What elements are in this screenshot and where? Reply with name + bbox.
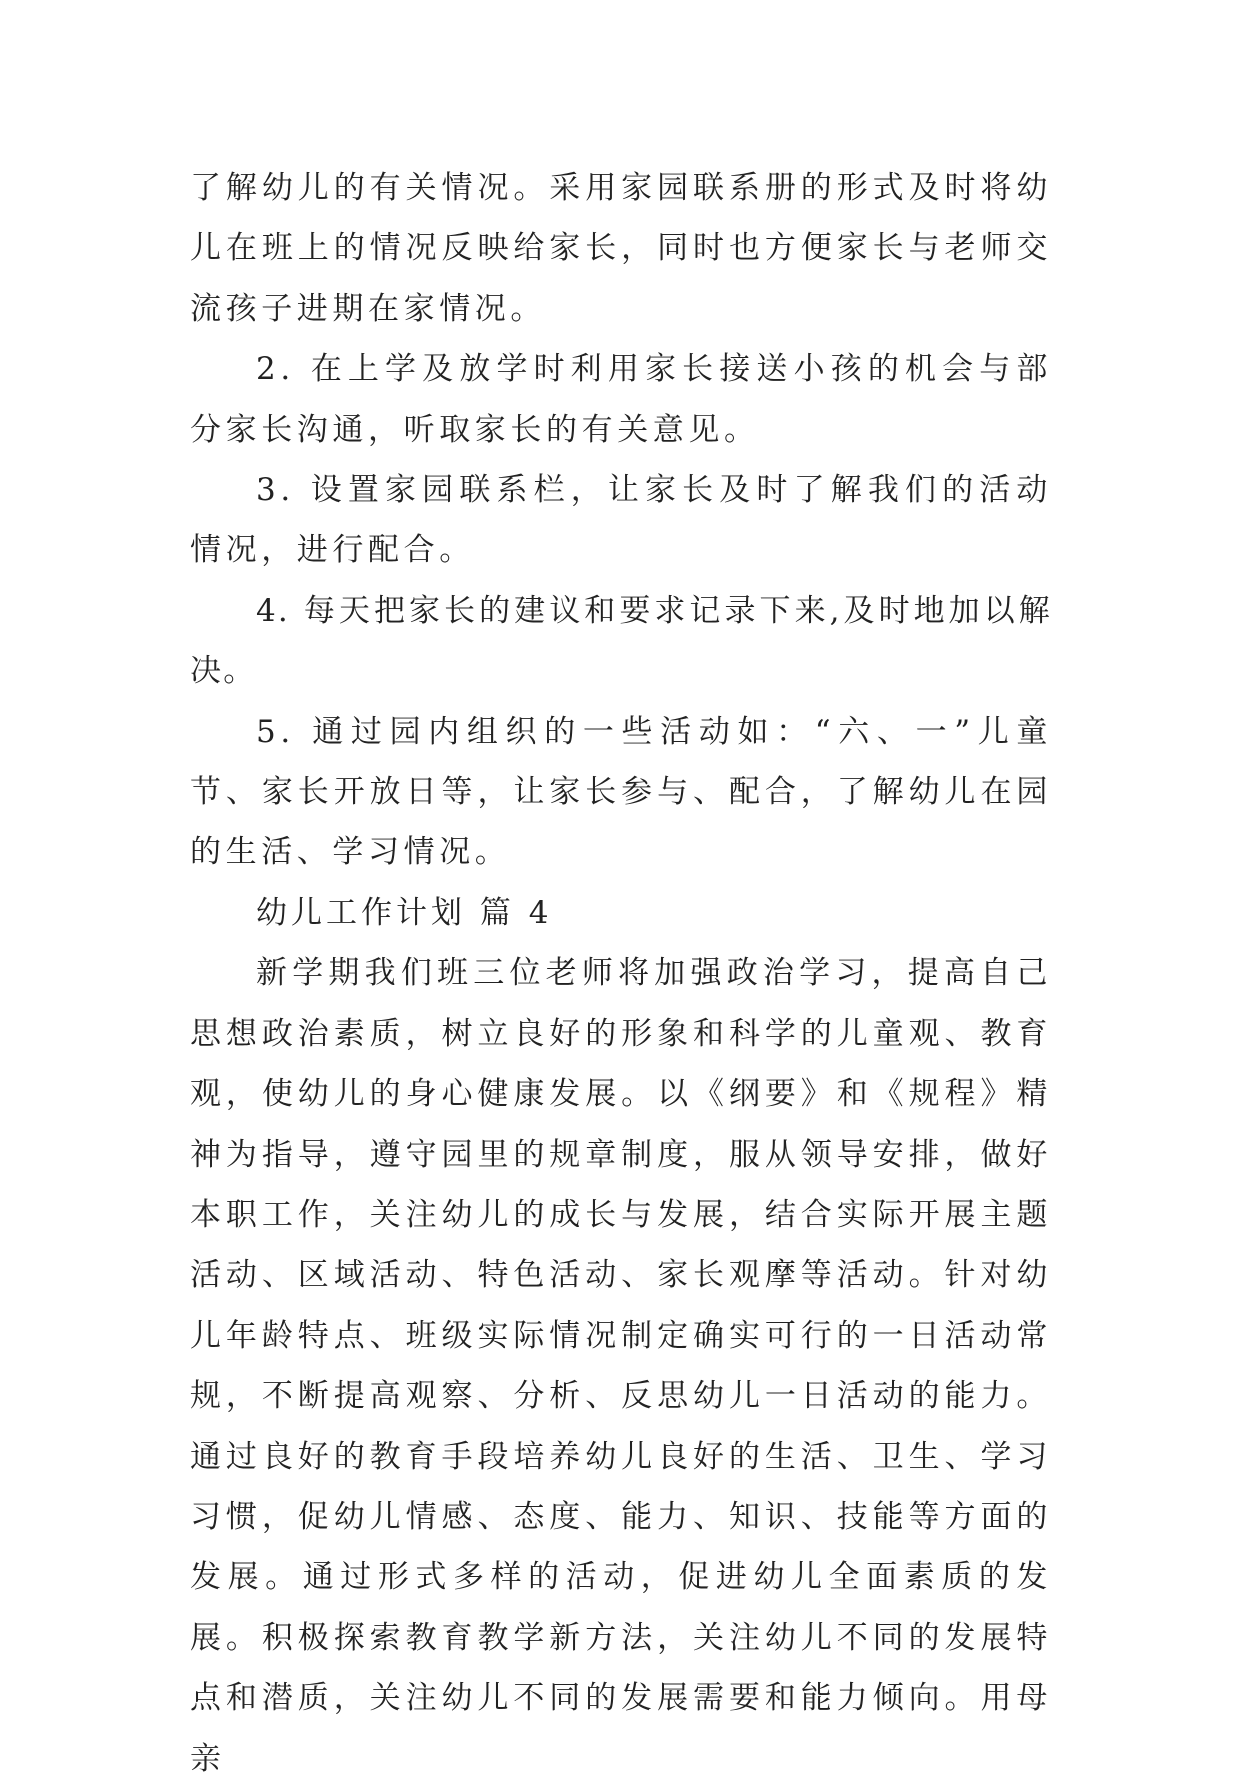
section-heading: 幼儿工作计划 篇 4 xyxy=(256,894,553,931)
paragraph-contact-book: 了解幼儿的有关情况。采用家园联系册的形式及时将幼儿在班上的情况反映给家长，同时也方便家长与老师交流孩子进期在家情况。 xyxy=(190,170,1052,327)
paragraph-item-3: 3. 设置家园联系栏，让家长及时了解我们的活动情况，进行配合。 xyxy=(190,472,1052,569)
paragraph-item-2: 2. 在上学及放学时利用家长接送小孩的机会与部分家长沟通，听取家长的有关意见。 xyxy=(190,351,1052,448)
paragraph-item-5: 5. 通过园内组织的一些活动如：“六、一”儿童节、家长开放日等，让家长参与、配合，了解幼儿在园的生活、学习情况。 xyxy=(190,713,1052,871)
document-body xyxy=(190,158,1052,1789)
paragraph-section-4-body: 新学期我们班三位老师将加强政治学习，提高自己思想政治素质，树立良好的形象和科学的儿童观、教育观，使幼儿的身心健康发展。以《纲要》和《规程》精神为指导，遵守园里的规章制度，服从领导安排，做好本职工作，关注幼儿的成长与发展，结合实际开展主题活动、区域活动、特色活动、家长观摩等活动。针对幼儿年龄特点、班级实际情况制定确实可行的一日活动常规，不断提高观察、分析、反思幼儿一日活动的能力。通过良好的教育手段培养幼儿良好的生活、卫生、学习习惯，促幼儿情感、态度、能力、知识、技能等方面的发展。通过形式多样的活动，促进幼儿全面素质的发展。积极探索教育教学新方法，关注幼儿不同的发展特点和潜质，关注幼儿不同的发展需要和能力倾向。用母亲 xyxy=(190,955,1052,1777)
paragraph-item-4: 4. 每天把家长的建议和要求记录下来,及时地加以解决。 xyxy=(190,592,1052,690)
